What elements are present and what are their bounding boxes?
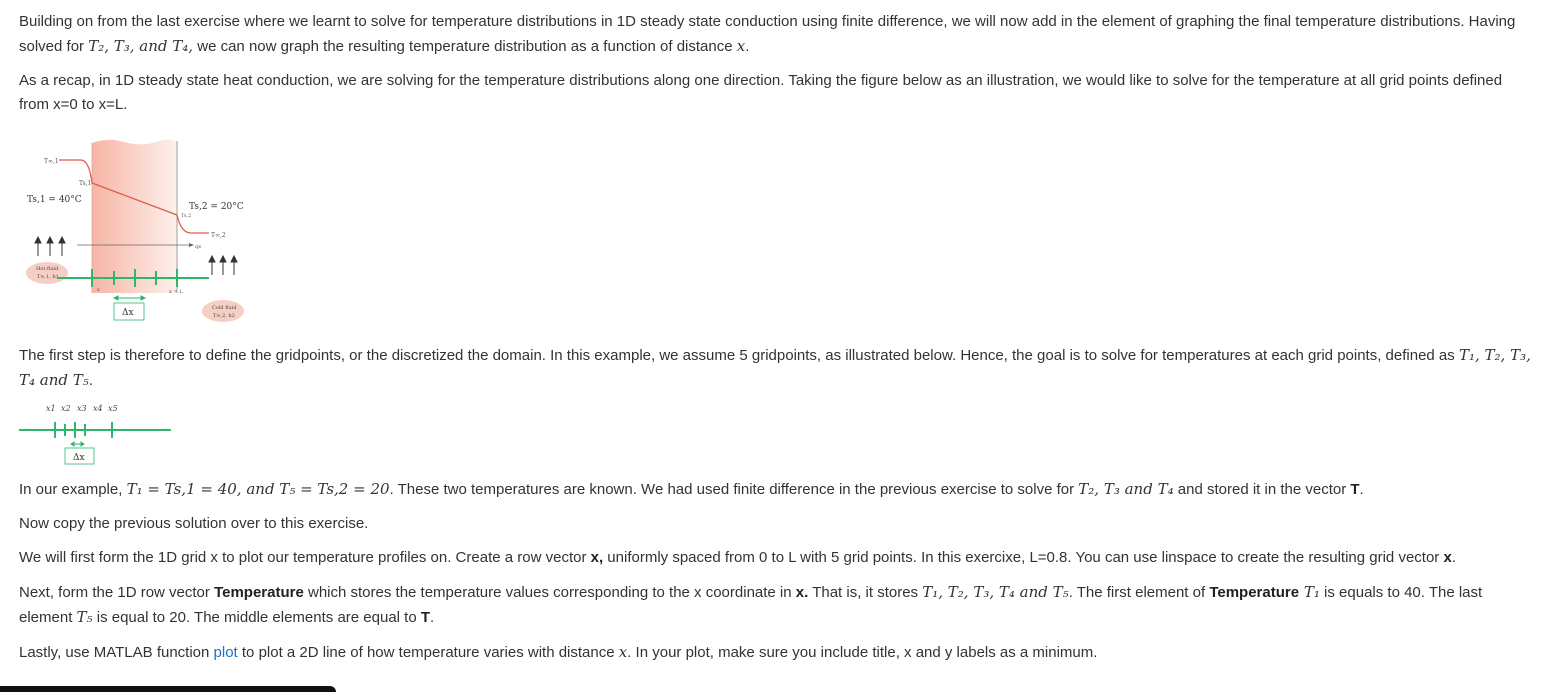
intro-paragraph	[19, 10, 1534, 59]
grid-label-x3: x3	[77, 404, 87, 413]
example-text: In our example,	[19, 481, 127, 498]
label-qx: qx	[195, 244, 202, 250]
temp-math-2: T₁	[1299, 583, 1320, 601]
label-tinf1: T∞,1	[44, 158, 59, 165]
intro-text-3: .	[745, 38, 750, 55]
copy-paragraph: Now copy the previous solution over to this exercise.	[19, 515, 369, 532]
grid-text: We will first form the 1D grid x to plot our temperature profiles on. Create a row vector	[19, 549, 591, 566]
grid-text-3: .	[1451, 549, 1456, 566]
plot-text-3: . In your plot, make sure you include title, x and y labels as a minimum.	[627, 644, 1098, 661]
plot-math-x: x	[618, 643, 628, 661]
label-tinf2: T∞,2	[211, 232, 226, 239]
grid2-dx-label: Δx	[73, 453, 85, 463]
grid-label-x5: x5	[108, 404, 118, 413]
label-ts2-small: Ts,2	[181, 213, 192, 219]
grid-label-x2: x2	[61, 404, 71, 413]
gridpoints-paragraph	[19, 343, 1534, 393]
temperature-bold: Temperature	[214, 584, 304, 601]
gridpoints-figure	[19, 399, 179, 465]
label-xL: x = L	[169, 289, 183, 295]
example-math-2: T₂, T₃ and T₄	[1078, 480, 1174, 498]
plot-text-2: to plot a 2D line of how temperature varies with distance	[237, 644, 619, 661]
plot-paragraph	[19, 640, 1534, 665]
dx-arrow	[114, 296, 145, 300]
exercise-content	[19, 10, 1534, 665]
temp-text: Next, form the 1D row vector	[19, 584, 215, 601]
hot-fluid-label: Hot fluid	[36, 266, 59, 272]
label-ts2: Ts,2 = 20°C	[189, 202, 244, 212]
vector-x-bold-2: x	[1443, 549, 1452, 566]
example-paragraph	[19, 477, 1534, 502]
hot-arrows	[35, 237, 65, 256]
heat-flux-arrowhead	[189, 243, 194, 247]
intro-text-2: we can now graph the resulting temperature distribution as a function of distance	[193, 38, 737, 55]
intro-text: Building on from the last exercise where we learnt to solve for temperature distributions in 1D steady state conduction using finite difference, we will now add in the element of graphing the final temperature distributions. Having solved for	[19, 13, 1516, 55]
temp-text-7: .	[430, 609, 435, 626]
temp-text-3: That is, it stores	[808, 584, 923, 601]
grid-labels	[46, 404, 118, 413]
cold-fluid-sub: T∞,2, h2	[213, 313, 235, 319]
grid-paragraph	[19, 546, 1534, 570]
gridpoints-text: The first step is therefore to define the gridpoints, or the discretized the domain. In this example, we assume 5 gridpoints, as illustrated below. Hence, the goal is to solve for temperatures at each grid points, defined as	[19, 347, 1459, 364]
cold-fluid-label: Cold fluid	[212, 305, 237, 311]
hot-fluid-sub: T∞,1, h1	[37, 274, 59, 280]
temp-text-6: is equal to 20. The middle elements are equal to	[92, 609, 421, 626]
temp-math-1: T₁, T₂, T₃, T₄ and T₅	[922, 583, 1069, 601]
intro-math-x: x	[736, 37, 746, 55]
vector-x-bold: x,	[590, 549, 604, 566]
label-ts1-small: Ts,1	[79, 180, 92, 187]
conduction-wall-figure	[19, 125, 259, 325]
grid-label-x1: x1	[46, 404, 56, 413]
bottom-code-editor-edge	[0, 686, 336, 692]
temp-text-2: which stores the temperature values corresponding to the x coordinate in	[303, 584, 796, 601]
label-x: x	[97, 287, 100, 293]
temperature-bold-2: Temperature	[1209, 584, 1300, 601]
example-text-3: and stored it in the vector	[1173, 481, 1351, 498]
plot-function-link[interactable]: plot	[213, 644, 238, 661]
vector-T: T	[1350, 481, 1360, 498]
vector-x-bold-3: x.	[795, 584, 809, 601]
vector-T-bold: T	[420, 609, 431, 626]
gridpoints-text-2: .	[88, 372, 93, 389]
grid-label-x4: x4	[93, 404, 103, 413]
example-math-1: T₁ = Ts,1 = 40, and T₅ = Ts,2 = 20	[126, 480, 390, 498]
label-ts1: Ts,1 = 40°C	[27, 195, 82, 205]
dx-label: Δx	[122, 308, 134, 318]
temp-math-3: T₅	[76, 608, 93, 626]
grid-text-2: uniformly spaced from 0 to L with 5 grid points. In this exercixe, L=0.8. You can use linspace to create the resulting grid vector	[603, 549, 1444, 566]
example-text-4: .	[1359, 481, 1364, 498]
temperature-paragraph	[19, 580, 1534, 630]
plot-text: Lastly, use MATLAB function	[19, 644, 214, 661]
intro-math: T₂, T₃, and T₄,	[88, 37, 194, 55]
cold-arrows	[209, 256, 237, 275]
temp-text-5: is equals to 40. The last element	[19, 584, 1483, 626]
temp-text-4: . The first element of	[1068, 584, 1210, 601]
grid2-dx-arrow	[71, 442, 84, 446]
example-text-2: . These two temperatures are known. We had used finite difference in the previous exercise to solve for	[389, 481, 1079, 498]
gridpoints-math: T₁, T₂, T₃, T₄ and T₅	[19, 346, 1531, 389]
recap-paragraph: As a recap, in 1D steady state heat conduction, we are solving for the temperature distributions along one direction. Taking the figure below as an illustration, we would like to solve for the temperature at all grid points defined from x=0 to x=L.	[19, 72, 1503, 113]
